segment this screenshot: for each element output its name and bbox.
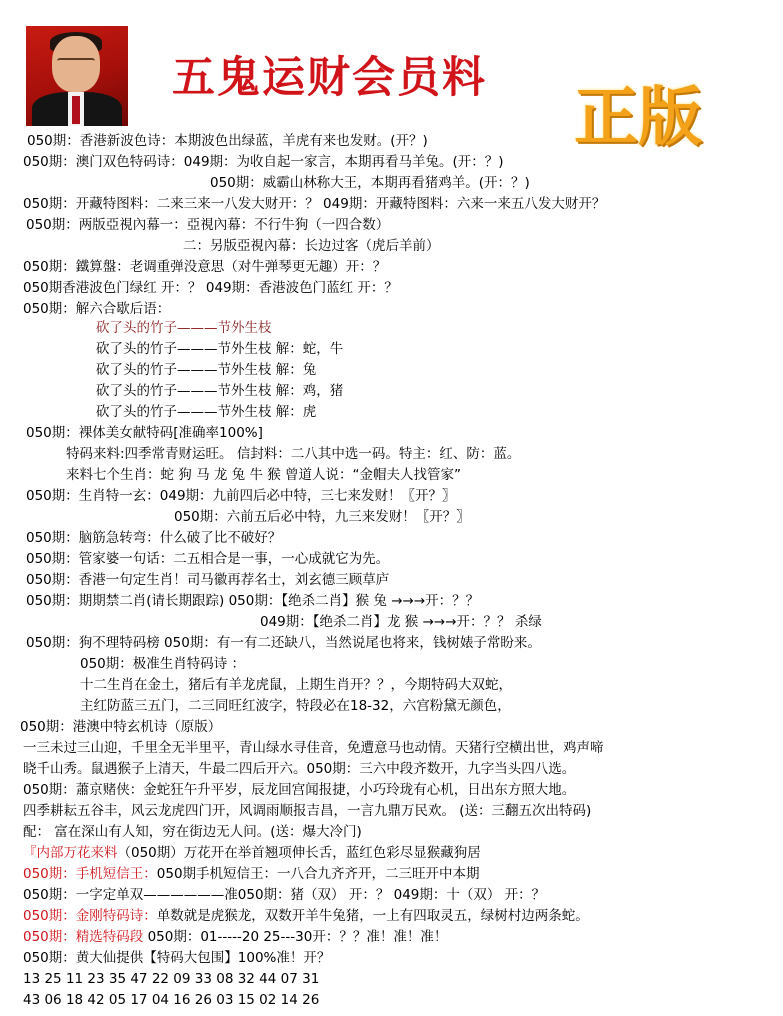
text-line: 来料七个生肖：蛇 狗 马 龙 兔 牛 猴 曾道人说：“金帽夫人找管家” [66, 467, 462, 483]
text-line: 050期：开藏特图料：二来三来一八发大财开：？ 049期：开藏特图料：六来一来五八发大财开？ [23, 196, 606, 212]
text-line: 二：另版亞視內幕：长边过客（虎后羊前） [183, 238, 440, 254]
text-line: 050期：管家婆一句话：二五相合是一事，一心成就它为先。 [26, 551, 390, 567]
text-line: 050期：威霸山林称大王，本期再看猪鸡羊。(开：？) [210, 175, 530, 191]
text-line: 晓千山秀。鼠遇猴子上清天，牛最二四后开六。050期：三六中段齐数开，九字当头四八选。 [23, 761, 576, 777]
text-line: 050期：蕭京赌侠：金蛇狂午升平岁，辰龙回宫闻报捷，小巧玲珑有心机，日出东方照大地。 [23, 782, 576, 798]
text-line: 主红防蓝三五门，二三同旺红波字，特段必在18-32，六宫粉黛无颜色， [80, 698, 511, 714]
text-line: 050期：裸体美女献特码[准确率100%] [26, 425, 263, 441]
text-line: 特码来料:四季常青财运旺。 信封料：二八其中选一码。特主：红、防：蓝。 [66, 446, 521, 462]
number-row: 13 25 11 23 35 47 22 09 33 08 32 44 07 31 [23, 971, 320, 987]
text-line: 050期：解六合歇后语： [23, 301, 171, 317]
text-line: 砍了头的竹子———节外生枝 解：兔 [96, 362, 317, 378]
text-line: 砍了头的竹子———节外生枝 解：鸡，猪 [96, 383, 344, 399]
text-line: 050期：期期禁二肖(请长期跟踪) 050期：【绝杀二肖】猴 兔 →→→开：？？ [26, 593, 480, 609]
text-line: 049期：【绝杀二肖】龙 猴 →→→开：？？ 杀绿 [260, 614, 542, 630]
text-line: 050期：手机短信王：050期手机短信王：一八合九齐齐开，二三旺开中本期 [23, 866, 480, 882]
text-line: 050期：脑筋急转弯：什么破了比不破好？ [26, 530, 282, 546]
text-line: 050期：香港新波色诗：本期波色出绿蓝，羊虎有来也发财。(开？) [27, 133, 428, 149]
page-title: 五鬼运财会员料 [172, 53, 487, 103]
text-line: 一三未过三山迎，千里全无半里平，青山绿水寻佳音，免遭意马也动情。天猪行空横出世，鸡声啼 [23, 740, 604, 756]
host-portrait [26, 26, 128, 126]
text-line: 050期：澳门双色特码诗：049期：为收自起一家言，本期再看马羊兔。(开：？) [23, 154, 504, 170]
text-line: 四季耕耘五谷丰，风云龙虎四门开，风调雨顺报吉昌，一言九鼎万民欢。 (送：三翻五次出特码) [23, 803, 592, 819]
text-line: 050期：香港一句定生肖！司马徽再荐名士，刘玄德三顾草庐 [26, 572, 390, 588]
text-line: 十二生肖在金土，猪后有羊龙虎鼠，上期生肖开？？，今期特码大双蛇， [80, 677, 512, 693]
text-line: 050期：精选特码段 050期：01-----20 25---30开：？？准！准！准！ [23, 929, 448, 945]
text-line: 砍了头的竹子———节外生枝 [96, 320, 272, 336]
text-line: 050期：一字定单双——————准050期：猪（双） 开：？ 049期：十（双） 开：？ [23, 887, 546, 903]
number-row: 43 06 18 42 05 17 04 16 26 03 15 02 14 26 [23, 992, 320, 1008]
text-line: 砍了头的竹子———节外生枝 解：蛇，牛 [96, 341, 344, 357]
text-line: 050期：生肖特一玄：049期：九前四后必中特，三七来发财！〖开？〗 [26, 488, 456, 504]
text-line: 050期：港澳中特玄机诗（原版） [20, 719, 222, 735]
text-line: 050期：极准生肖特码诗 ： [80, 656, 246, 672]
text-line: 『内部万花来料（050期）万花开在举首翘项伸长舌，蓝红色彩尽显猴藏狗居 [23, 845, 481, 861]
text-line: 050期：狗不理特码榜 050期：有一有二还缺八，当然说尾也将来，钱树婊子常盼来。 [26, 635, 541, 651]
text-line: 050期：鐵算盤：老调重弹没意思（对牛弹琴更无趣）开：？ [23, 259, 387, 275]
text-line: 050期香港波色门绿红 开：？ 049期：香港波色门蓝红 开：？ [23, 280, 398, 296]
text-line: 配： 富在深山有人知，穷在街边无人问。(送：爆大冷门) [23, 824, 362, 840]
text-line: 050期：六前五后必中特，九三来发财！〖开？〗 [174, 509, 470, 525]
text-line: 砍了头的竹子———节外生枝 解：虎 [96, 404, 317, 420]
text-line: 050期：两版亞視內幕一：亞視內幕：不行牛狗（一四合数） [26, 217, 390, 233]
genuine-stamp: 正版 [574, 81, 702, 155]
text-line: 050期：金刚特码诗：单数就是虎猴龙，双数开羊牛兔猪，一上有四取灵五，绿树村边两条蛇。 [23, 908, 589, 924]
text-line: 050期：黄大仙提供【特码大包围】100%准！开？ [23, 950, 331, 966]
